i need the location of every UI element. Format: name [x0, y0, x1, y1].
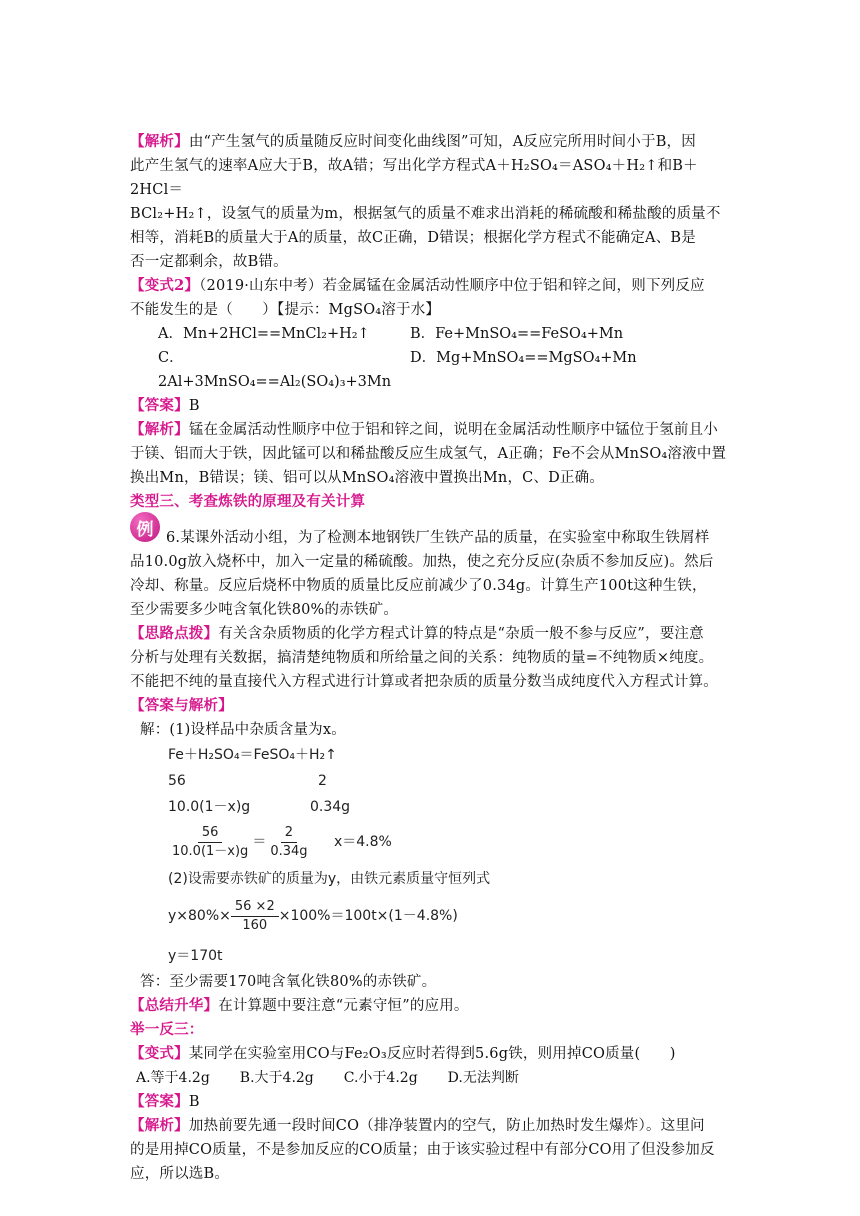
- molar-mass-row: 56 2: [168, 773, 327, 789]
- variant-2-question: 【变式2】（2019·山东中考）若金属锰在金属活动性顺序中位于铝和锌之间，则下列反应: [130, 277, 705, 294]
- solution-intro: 解：(1)设样品中杂质含量为x。: [140, 722, 346, 738]
- calc-row: y×80%× $\frac{56 \times 2}{160}$ ×100%＝100t×(1－4.8%): [168, 898, 458, 933]
- hint-paragraph: 【思路点拨】有关含杂质物质的化学方程式计算的特点是“杂质一般不参与反应”，要注意: [130, 625, 704, 642]
- example-badge-icon: 例: [130, 512, 160, 542]
- option-a: A.等于4.2g: [136, 1070, 210, 1086]
- practice-title: 举一反三：: [130, 1021, 204, 1038]
- option-b: B．Fe+MnSO₄==FeSO₄+Mn: [410, 326, 624, 342]
- summary-paragraph: 【总结升华】在计算题中要注意“元素守恒”的应用。: [130, 997, 469, 1014]
- variant-2-options-row-2: [130, 346, 736, 394]
- option-c: C.小于4.2g: [343, 1070, 418, 1086]
- analysis-paragraph-1: 【解析】由“产生氢气的质量随反应时间变化曲线图”可知，A反应完所用时间小于B，因: [130, 133, 696, 150]
- variant-2-explanation: 【解析】锰在金属活动性顺序中位于铝和锌之间，说明在金属活动性顺序中锰位于氢前且小: [130, 421, 719, 438]
- mass-row: 10.0(1－x)g 0.34g: [168, 799, 351, 815]
- example-6: 例 6.某课外活动小组，为了检测本地钢铁厂生铁产品的质量，在实验室中称取生铁屑样: [130, 518, 736, 550]
- option-c: C．2Al+3MnSO₄==Al₂(SO₄)₃+3Mn: [158, 350, 392, 390]
- analysis-tag: 【解析】: [130, 133, 189, 150]
- proportion-row: $\frac{56}{10.0(1-x)g}$ ＝ $\frac{2}{0.34g}$ x＝4.8%: [172, 824, 392, 859]
- option-d: D.无法判断: [447, 1070, 519, 1086]
- variant-3-answer: 【答案】B: [130, 1093, 200, 1110]
- x-result: x＝4.8%: [333, 834, 392, 850]
- variant-3-explanation: 【解析】加热前要先通一段时间CO（排净装置内的空气，防止加热时发生爆炸）。这里问: [130, 1117, 705, 1134]
- section-type-3-title: 类型三、考查炼铁的原理及有关计算: [130, 493, 366, 510]
- option-a: A．Mn+2HCl==MnCl₂+H₂↑: [158, 326, 370, 342]
- chemical-equation: Fe＋H₂SO₄＝FeSO₄＋H₂↑: [168, 747, 337, 763]
- variant-3-question: 【变式】某同学在实验室用CO与Fe₂O₃反应时若得到5.6g铁，则用掉CO质量( ): [130, 1045, 676, 1062]
- variant-2-tag: 【变式2】: [130, 277, 200, 294]
- variant-2-options-row-1: [130, 322, 736, 346]
- option-b: B.大于4.2g: [239, 1070, 314, 1086]
- document-page: 【解析】由“产生氢气的质量随反应时间变化曲线图”可知，A反应完所用时间小于B，因 此产生氢气的速率A应大于B，故A错；写出化学方程式A＋H₂SO₄＝ASO₄＋H₂↑和B＋2HCl＝ BCl₂+H₂↑，设氢气的质量为m，根据氢气的质量不难求出消耗的稀硫酸和稀盐酸的质量不 相等，消耗B的质量大于A的质量，故C正确，D错误；根据化学方程式不能确定A、B是 否一定都剩余，故B错。 【变式2】（2019·山东中考）若金属锰在金属活动性顺序中位于铝和锌之间，则下列反应 不能发生的是（ ）【提示：MgSO₄溶于水】 A．Mn+2HCl==MnCl₂+H₂↑ B．Fe+MnSO₄==FeSO₄+Mn C．2Al+3MnSO₄==Al₂(SO₄)₃+3Mn D．Mg+MnSO₄==MgSO₄+Mn 【答案】B 【解析】锰在金属活动性顺序中位于铝和锌之间，说明在金属活动性顺序中锰位于氢前且小 于镁、铝而大于铁，因此锰可以和稀盐酸反应生成氢气，A正确；Fe不会从MnSO₄溶液中置 换出Mn，B错误；镁、铝可以从MnSO₄溶液中置换出Mn，C、D正确。 类型三、考查炼铁的原理及有关计算 例 6.某课外活动小组，为了检测本地钢铁厂生铁产品的质量，在实验室中称取生铁屑样 品10.0g放入烧杯中，加入一定量的稀硫酸。加热，使之充分反应(杂质不参加反应)。然后 冷却、称量。反应后烧杯中物质的质量比反应前减少了0.34g。计算生产100t这种生铁， 至少需要多少吨含氧化铁80%的赤铁矿。 【思路点拨】有关含杂质物质的化学方程式计算的特点是“杂质一般不参与反应”，要注意 分析与处理有关数据，搞清楚纯物质和所给量之间的关系：纯物质的量=不纯物质×纯度。 不能把不纯的量直接代入方程式进行计算或者把杂质的质量分数当成纯度代入方程式计算。 【答案与解析】 解：(1)设样品中杂质含量为x。 Fe＋H₂SO₄＝FeSO₄＋H₂↑ 56 2 10.0(1－x)g 0.34g $\frac{56}{10.0(1-x)g}$ ＝ $\frac{2}{0.34g}$ x＝4.8% (2)设需要赤铁矿的质量为y，由铁元素质量守恒列式 y×80%× $\frac{56 \times 2}{160}$ ×100%＝100t×(1－4.8%) y＝170t 答：至少需要170吨含氧化铁80%的赤铁矿。 【总结升华】在计算题中要注意“元素守恒”的应用。 举一反三： 【变式】某同学在实验室用CO与Fe₂O₃反应时若得到5.6g铁，则用掉CO质量( ) A.等于4.2g B.大于4.2g C.小于4.2g D.无法判断 【答案】B 【解析】加热前要先通一段时间CO（排净装置内的空气，防止加热时发生爆炸）。这里问 的是用掉CO质量，不是参加反应的CO质量；由于该实验过程中有部分CO用了但没参加反 应，所以选B。: [130, 130, 736, 1186]
- solution-answer: 答：至少需要170吨含氧化铁80%的赤铁矿。: [140, 974, 437, 990]
- solution-tag: 【答案与解析】: [130, 697, 233, 714]
- variant-2-answer: 【答案】B: [130, 397, 200, 414]
- variant-3-options: [130, 1066, 736, 1090]
- step-2: (2)设需要赤铁矿的质量为y，由铁元素质量守恒列式: [168, 871, 491, 887]
- option-d: D．Mg+MnSO₄==MgSO₄+Mn: [410, 350, 637, 366]
- solution-math: [130, 742, 736, 970]
- y-result: y＝170t: [168, 948, 223, 964]
